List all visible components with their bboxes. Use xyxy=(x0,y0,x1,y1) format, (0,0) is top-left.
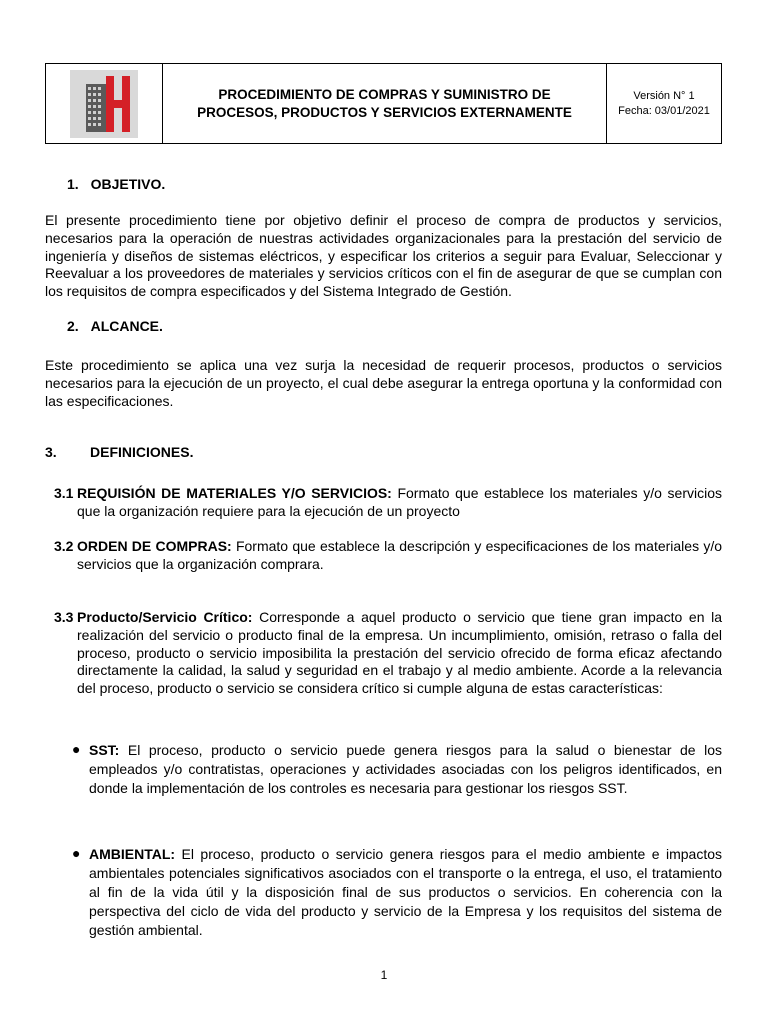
definition-3-1 xyxy=(77,485,722,521)
definition-3-3-number: 3.3 xyxy=(54,609,74,625)
title-line-2: PROCESOS, PRODUCTOS Y SERVICIOS EXTERNAMENTE xyxy=(197,104,572,120)
section-1-heading xyxy=(67,176,165,192)
version-number: Versión N° 1 xyxy=(633,89,695,102)
section-2-title: ALCANCE. xyxy=(90,318,163,334)
definition-3-1-number: 3.1 xyxy=(54,485,74,501)
definition-3-3-term: Producto/Servicio Crítico: xyxy=(77,609,253,625)
section-1-text: El presente procedimiento tiene por objetivo definir el proceso de compra de productos y servicios, necesarios para la operación de nuestras actividades organizacionales para la prestación del servicio de ingeniería y diseños de sistemas eléctricos, y especificar los criterios a seguir para Evaluar, Seleccionar y Reevaluar a los proveedores de materiales y servicios críticos con el fin de asegurar de que se cumplan con los requisitos de compra especificados y del Sistema Integrado de Gestión. xyxy=(45,212,722,300)
bullet-dot-icon: ● xyxy=(72,741,81,757)
section-2-text: Este procedimiento se aplica una vez surja la necesidad de requerir procesos, productos o servicios necesarios para la ejecución de un proyecto, el cual debe asegurar la entrega oportuna y la conformidad con las especificaciones. xyxy=(45,357,722,409)
bullet-ambiental xyxy=(89,845,722,940)
bullet-ambiental-text: El proceso, producto o servicio genera riesgos para el medio ambiente e impactos ambientales potenciales significativos asociados con el transporte o la entrega, el uso, el tratamiento al fin de la vida útil y la disposición final de sus productos o servicios. En coherencia con la perspectiva del ciclo de vida del producto y servicio de la Empresa y los requisitos del sistema de gestión ambiental. xyxy=(89,846,723,938)
title-line-1: PROCEDIMIENTO DE COMPRAS Y SUMINISTRO DE xyxy=(218,86,551,102)
version-cell xyxy=(607,64,721,143)
section-1-title: OBJETIVO. xyxy=(90,176,166,192)
definition-3-1-term: REQUISIÓN DE MATERIALES Y/O SERVICIOS: xyxy=(77,485,392,501)
document-date: Fecha: 03/01/2021 xyxy=(618,104,710,117)
document-title xyxy=(163,64,607,143)
definition-3-2-term: ORDEN DE COMPRAS: xyxy=(77,538,232,554)
page-number: 1 xyxy=(380,968,388,982)
section-3-heading xyxy=(45,444,57,460)
definition-3-2 xyxy=(77,538,722,574)
building-logo-icon xyxy=(70,70,138,138)
section-2-number: 2. xyxy=(67,318,79,334)
section-3-number: 3. xyxy=(45,444,57,460)
section-1-number: 1. xyxy=(67,176,79,192)
logo-cell xyxy=(46,64,163,143)
document-header-table xyxy=(45,63,722,144)
company-logo xyxy=(70,70,138,138)
bullet-ambiental-term: AMBIENTAL: xyxy=(89,846,176,862)
bullet-dot-icon: ● xyxy=(72,845,81,861)
definition-3-2-text: Formato que establece la descripción y especificaciones de los materiales y/o servicios que la organización comprara. xyxy=(77,538,722,572)
section-3-title: DEFINICIONES. xyxy=(90,444,194,460)
bullet-sst-term: SST: xyxy=(89,742,120,758)
definition-3-3-text: Corresponde a aquel producto o servicio que tiene gran impacto en la realización del servicio o producto final de la empresa. Un incumplimiento, omisión, retraso o falla del proceso, producto o servicio imposibilita la prestación del servicio ofrecido de forma eficaz afectando directamente la calidad, la salud y seguridad en el trabajo y al medio ambiente. Acorde a la relevancia del proceso, producto o servicio se considera crítico si cumple alguna de estas características: xyxy=(77,609,723,697)
bullet-sst xyxy=(89,741,722,798)
section-2-heading xyxy=(67,318,163,334)
definition-3-1-text: Formato que establece los materiales y/o servicios que la organización requiere para la ejecución de un proyecto xyxy=(77,485,722,519)
bullet-sst-text: El proceso, producto o servicio puede genera riesgos para la salud o bienestar de los empleados y/o contratistas, operaciones y actividades asociadas con los peligros identificados, en donde la implementación de los controles es necesaria para gestionar los riesgos SST. xyxy=(89,742,722,796)
definition-3-3 xyxy=(77,609,722,698)
definition-3-2-number: 3.2 xyxy=(54,538,74,554)
